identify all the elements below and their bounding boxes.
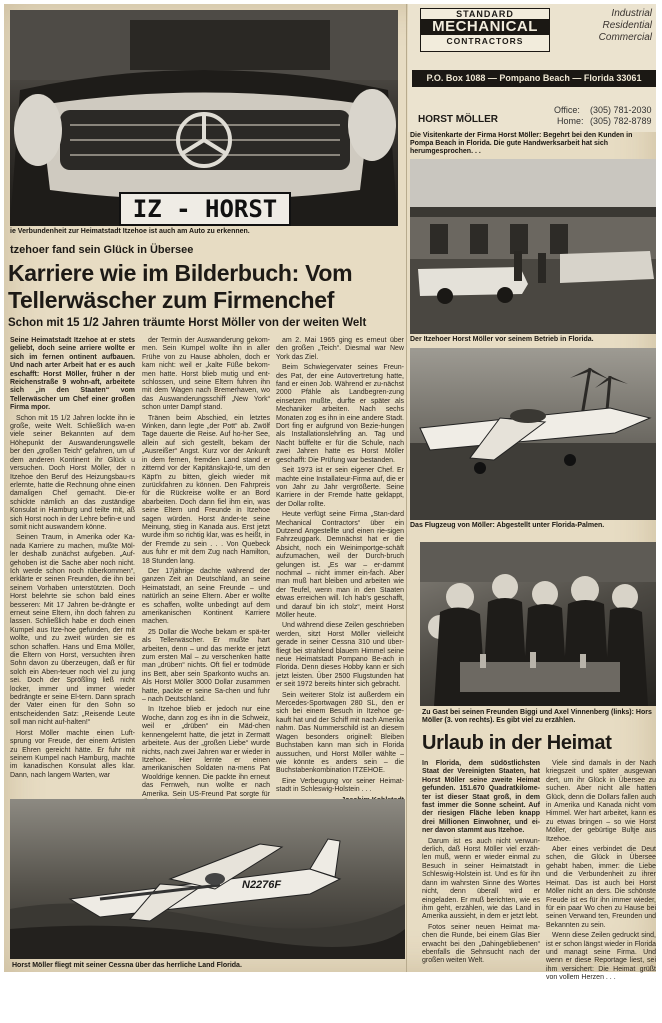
article2-column-a — [422, 760, 540, 968]
office-label: Office: — [554, 105, 580, 115]
company-name-main: MECHANICAL — [421, 19, 549, 35]
address-bar: P.O. Box 1088 — Pompano Beach — Florida 33061 — [412, 70, 656, 87]
paragraph: Schon mit 15 1/2 Jahren lockte ihn ie große, weite Welt. Schließlich wa-en viele seiner Bekannten auf dem Höhepunkt der Auswanderungswelle ber den „großen Teich“ gefahren, um uf dem anderen Kontinent ihr Glück u versuchen. Doch Horst Möller, der n Itzehoe den Beruf des Heizungsbau-rs erlernte, hatte die Rechnung ohne einen damaligen Chef gemacht. Die-er schickte nämlich an das zuständige Konsulat in Hamburg und teilte mit, aß sich Horst noch in der Lehre befin-e und somit nicht auswandern könne. — [10, 414, 135, 531]
article-column-3 — [276, 337, 404, 794]
office-phone: (305) 781-2030 — [590, 105, 652, 115]
cessna-plane-drawing — [10, 799, 405, 959]
home-label: Home: — [557, 116, 584, 126]
article-kicker: tzehoer fand sein Glück in Übersee — [10, 244, 194, 256]
caption-friends: Zu Gast bei seinen Freunden Biggi und Axel Vinnenberg (links): Hors Möller (3. von rechts). Es gibt viel zu erzählen. — [422, 709, 652, 724]
service-commercial: Commercial — [598, 32, 652, 43]
caption-cessna: Horst Möller fliegt mit seiner Cessna über das herrliche Land Florida. — [12, 962, 242, 969]
friends-photo — [420, 542, 656, 706]
newspaper-clipping — [4, 4, 656, 982]
paragraph: Darum ist es auch nicht verwun-derlich, daß Horst Möller viel erzäh-len muß, wenn er wieder einmal zu Besuch in seiner Heimatstadt in Schleswig-Holstein ist. Und es für ihn dann im wahrsten Sinne des Wortes nicht, denn überall wird er eingeladen. Er muß berichten, wie es ihm geht, erzählen, wie das Land in Amerika aussieht, in dem er jetzt lebt. — [422, 837, 540, 921]
article2-column-b — [546, 760, 656, 982]
paragraph: Sein weiterer Stolz ist außerdem ein Mercedes-Sportwagen 280 SL, den er sich bei einem Besuch in Itzehoe ge-kauft hat und der Schiff mit nach Amerika nahm. Das Nummerschild ist an diesem Wagen besonders originell: Bleiben Buchstaben kann man sich in Florida aussuchen, und Horst Möller wählte – wie könnte es anders sein – die Buchstabenkombination ITZEHOE. — [276, 691, 404, 775]
paragraph: Eine Verbeugung vor seiner Heimat-stadt in Schleswig-Holstein . . . — [276, 777, 404, 794]
column-divider — [406, 4, 407, 972]
company-name-top: STANDARD — [456, 9, 514, 19]
article-headline-line2: Tellerwäscher zum Firmenchef — [8, 287, 335, 313]
paragraph: Fotos seiner neuen Heimat ma-chen die Runde, bei einem Glas Bier erwacht bei den „Dahingebliebenen“ ebenfalls die Sehnsucht nach der großen weiten Welt. — [422, 923, 540, 965]
cessna-photo — [10, 799, 405, 959]
building-photo — [410, 159, 656, 334]
caption-car: ie Verbundenheit zur Heimatstadt Itzehoe ist auch am Auto zu erkennen. — [10, 228, 250, 235]
plane-palms-drawing — [410, 348, 656, 520]
paragraph: In Itzehoe blieb er jedoch nur eine Woche, dann zog es ihn in die Schweiz, weil er „drüben“ ein Mäd-chen kennengelernt hatte, die jetzt in Zermatt arbeitete. Aus der „großen Liebe“ wurde nichts, nach zwei Jahren war er wieder in Itzehoe. Hier lernte er einen amerikanischen Soldaten na-mens Pat Wooldrige kennen. Die packte ihn erneut das Fernweh, nun wollte er nach Amerika. Sein US-Freund Pat sorgte für — [142, 706, 271, 798]
paragraph: Beim Schwiegervater seines Freun-des Pat, der eine Autovertretung hatte, fand er einen Job. Während er zu-nächst 2000 Pfähle als Landbegren-zung einsetzen mußte, durfte er später als Mechaniker arbeiten. Nach sechs Monaten zog es ihn in eine andere Stadt. Dort fing er aufgrund von Bezie-hungen als Installationslehrling an. Tag und Nacht büffelte er für die Schule, nach zwei Jahren hatte es Horst Möller geschafft: Die Prüfung war bestanden. — [276, 364, 404, 464]
paragraph: Heute verfügt seine Firma „Stan-dard Mechanical Contractors“ über ein Dutzend Angestellte und einen rie-sigen Fahrzeugpark. Demnächst hat er die Absicht, noch ein Weinimportge-schäft aufzumachen, weil der Durch-bruch gelungen ist. „Es war – er-dammt nochmal – nicht immer ein-fach. Aber man muß hart bleiben und arbeiten wie der Teufel, wenn man in den Staaten etwas erreichen will. Ich hab's geschafft, und darauf bin ich stolz“, meint Horst Möller heute. — [276, 511, 404, 619]
paragraph: Viele sind damals in der Nach kriegszeit und später ausgewan dert, um ihr Glück in Übersee zu suchen. Aber nicht alle hatten Glück, denn die Dollars fallen auch in Amerika und Kanada nicht vom Himmel. Wer hart arbeitet, kann es zu etwas bringen – so wie Horst Möller, der gebürtige Bultje aus Itzehoe. — [546, 760, 656, 843]
plane-palms-photo — [410, 348, 656, 520]
paragraph: Aber eines verbindet die Deut schen, die Glück in Übersee gehabt haben, immer: die Liebe und die Verbundenheit zu ihrer Heimat. Das ist auch bei Horst Möller nicht an ders. Die schönste Freude ist es für ihn immer wieder, für ein paar Wo chen zu Hause bei seinen Verwand ten, Freunden und Bekannten zu sein. — [546, 846, 656, 929]
caption-card: Die Visitenkarte der Firma Horst Möller: Begehrt bei den Kunden in Pompa Beach in Florida. Die gute Handwerksarbeit hat sich herumgesprochen. . . — [410, 132, 633, 155]
article-headline-line1: Karriere wie im Bilderbuch: Vom — [8, 260, 353, 286]
building-drawing — [410, 159, 656, 334]
paragraph: Wenn diese Zeilen gedruckt sind, ist er schon längst wieder in Florida und managt seine Firma. Und wenn er diese Reportage liest, sei ihm versichert: Die Heimat grüßt von vollem Herzen . . . — [546, 932, 656, 982]
plane-registration: N2276F — [242, 879, 282, 891]
caption-building: Der Itzehoer Horst Möller vor seinem Betrieb in Florida. — [410, 336, 594, 343]
article-column-1 — [10, 337, 135, 795]
paragraph: 25 Dollar die Woche bekam er spä-ter als Tellerwäscher. Er mußte hart arbeiten, denn – und das merkte er jetzt zum ersten Mal – zu verschenken hatte man „drüben“ nichts. Oft fiel er todmüde ins Bett, aber sein Sparkonto wuchs an. Als Horst Möller 3000 Dollar zusammen hatte, packte er seine Sa-chen und fuhr – nach Deutschland. — [142, 628, 270, 704]
contact-name: HORST MÖLLER — [418, 114, 498, 125]
article-column-2 — [142, 337, 271, 798]
paragraph: Der 17jährige dachte während der ganzen Zeit an Deutschland, an seine Heimatstadt, an seine Freunde – und natürlich an seine Eltern. Aber er wollte es schaffen, wollte unbedingt auf dem amerikanischen Kontinent Karriere machen. — [142, 567, 270, 626]
service-industrial: Industrial — [611, 8, 652, 19]
home-phone: (305) 782-8789 — [590, 116, 652, 126]
paragraph: Tränen beim Abschied, ein letztes Winken, dann legte „der Pott“ ab. Zwölf Tage dauerte die Reise. Auf ho-her See, allein auf sich gestellt, bekam der „Ausreißer“ Angst. Kurz vor der Ankunft in dem fernen, fremden Land stand er zitternd vor der Kapitänskajü-te, um den Käpt'n zu bitten, gleich wieder mit zurückfahren zu können. Den Fahrpreis für die Rückreise wollte er an Bord abarbeiten. Doch dann fiel ihm ein, was seine Eltern und Freunde in Itzehoe sagen würden. Horst änder-te seine Meinung, stieg in Kanada aus. Erst jetzt wurde ihm so richtig klar, was es heißt, in der Fremde zu sein . . . Von Quebeck aus fuhr er mit dem Zug nach Hamilton, 18 Stunden lang. — [142, 414, 270, 565]
article2-headline: Urlaub in der Heimat — [422, 732, 612, 754]
service-residential: Residential — [602, 20, 652, 31]
paragraph: am 2. Mai 1965 ging es erneut über den großen „Teich“. Diesmal war New York das Ziel. — [276, 337, 404, 361]
business-card — [408, 4, 656, 132]
paragraph: der Termin der Auswanderung gekom-men. Sein Kumpel wollte ihn in aller Frühe von zu Hause abholen, doch er kam nicht: weil er „kalte Füße bekom-men hatte. Horst blieb mutig und ent-schlossen, und seine Eltern fuhren ihn mit dem Wagen nach Bremerhaven, wo das Auswanderungsschiff „New York“ schon unter Dampf stand. — [142, 337, 270, 412]
company-name-sub: CONTRACTORS — [446, 36, 524, 46]
paragraph: Seinen Traum, in Amerika oder Ka-nada Karriere zu machen, mußte Möl-ler deshalb zunächst aufgeben. „Auf-gehoben ist die Sache aber noch nicht. Ich werde schon noch rüberkommen“, erklärte er seinen Freunden, die ihn bei seinem Vorhaben unterstützten. Doch Horst belehrte sie schon bald eines besseren: Mit 17 Jahren be-drängte er erneut seine Eltern, ihn doch fahren zu lassen. Schließlich habe er doch einen Kumpel aus Itze-hoe gefunden, der mit wollte, und zu zweit würden sie es schon schaffen. Hans und Erna Möller, die Eltern von Horst, versuchten ihren Sohn davon zu überzeugen, daß er für solch ein Aben-teuer noch viel zu jung sei. Doch der Sprößling ließ nicht locker, immer und immer wieder bedrängte er seine El-tern. Dann sprach der Vater einen für den Sohn so entscheidenden Satz: „Reisende Leute soll man nicht auf-halten!“ — [10, 534, 135, 727]
paragraph: Und während diese Zeilen geschrieben werden, sitzt Horst Möller vielleicht gerade in seiner Cessna 310 und über-fliegt bei strahlend blauem Himmel seine neue Heimatstadt Pompano Be-ach in Florida. Denn dieses Hobby kann er sich jetzt leisten. Über 2500 Flugstunden hat er seit 1972 bereits hinter sich gebracht. — [276, 622, 404, 689]
license-plate: IZ - HORST — [132, 195, 278, 223]
friends-group-drawing — [420, 542, 656, 706]
paragraph: Seine Heimatstadt Itzehoe at er stets geliebt, doch seine arriere wollte er sich im fernen ontinent aufbauen. Und nach arter Arbeit hat er es auch eschafft: Horst Möller, früher n der Reichenstraße 9 wohn-aft, arbeitete sich „in den Staaten“ vom Tellerwäscher um Chef einer großen Firma mpor. — [10, 337, 135, 412]
article-subhead: Schon mit 15 1/2 Jahren träumte Horst Möller von der weiten Welt — [8, 317, 367, 329]
paragraph: Seit 1973 ist er sein eigener Chef. Er machte eine Installateur-Firma auf, die er von Jahr zu Jahr vergrößerte. Seine Karriere in der Fremde hatte geklappt, der Dollar rollte. — [276, 467, 404, 508]
paragraph: In Florida, dem südöstlichsten Staat der Vereinigten Staaten, hat Horst Möller seine zweite Heimat gefunden. 151.670 Quadratkilome-ter ist dieser Staat groß, in dem fast immer die Sonne scheint. Auf der riesigen Fläche leben knapp drei Millionen Einwohner, und ei-ner davon stammt aus Itzehoe. — [422, 760, 540, 835]
caption-plane: Das Flugzeug von Möller: Abgestellt unter Florida-Palmen. — [410, 522, 605, 529]
car-photo — [10, 10, 398, 226]
paragraph: Horst Möller machte einen Luft-sprung vor Freude, der einem Artisten zu Ehren gereicht hätte. Er fuhr mit seinem Kumpel nach Hamburg, machte im kanadischen Konsulat alles klar. Dann, nach langem Warten, war — [10, 729, 135, 779]
company-logo — [420, 8, 550, 52]
